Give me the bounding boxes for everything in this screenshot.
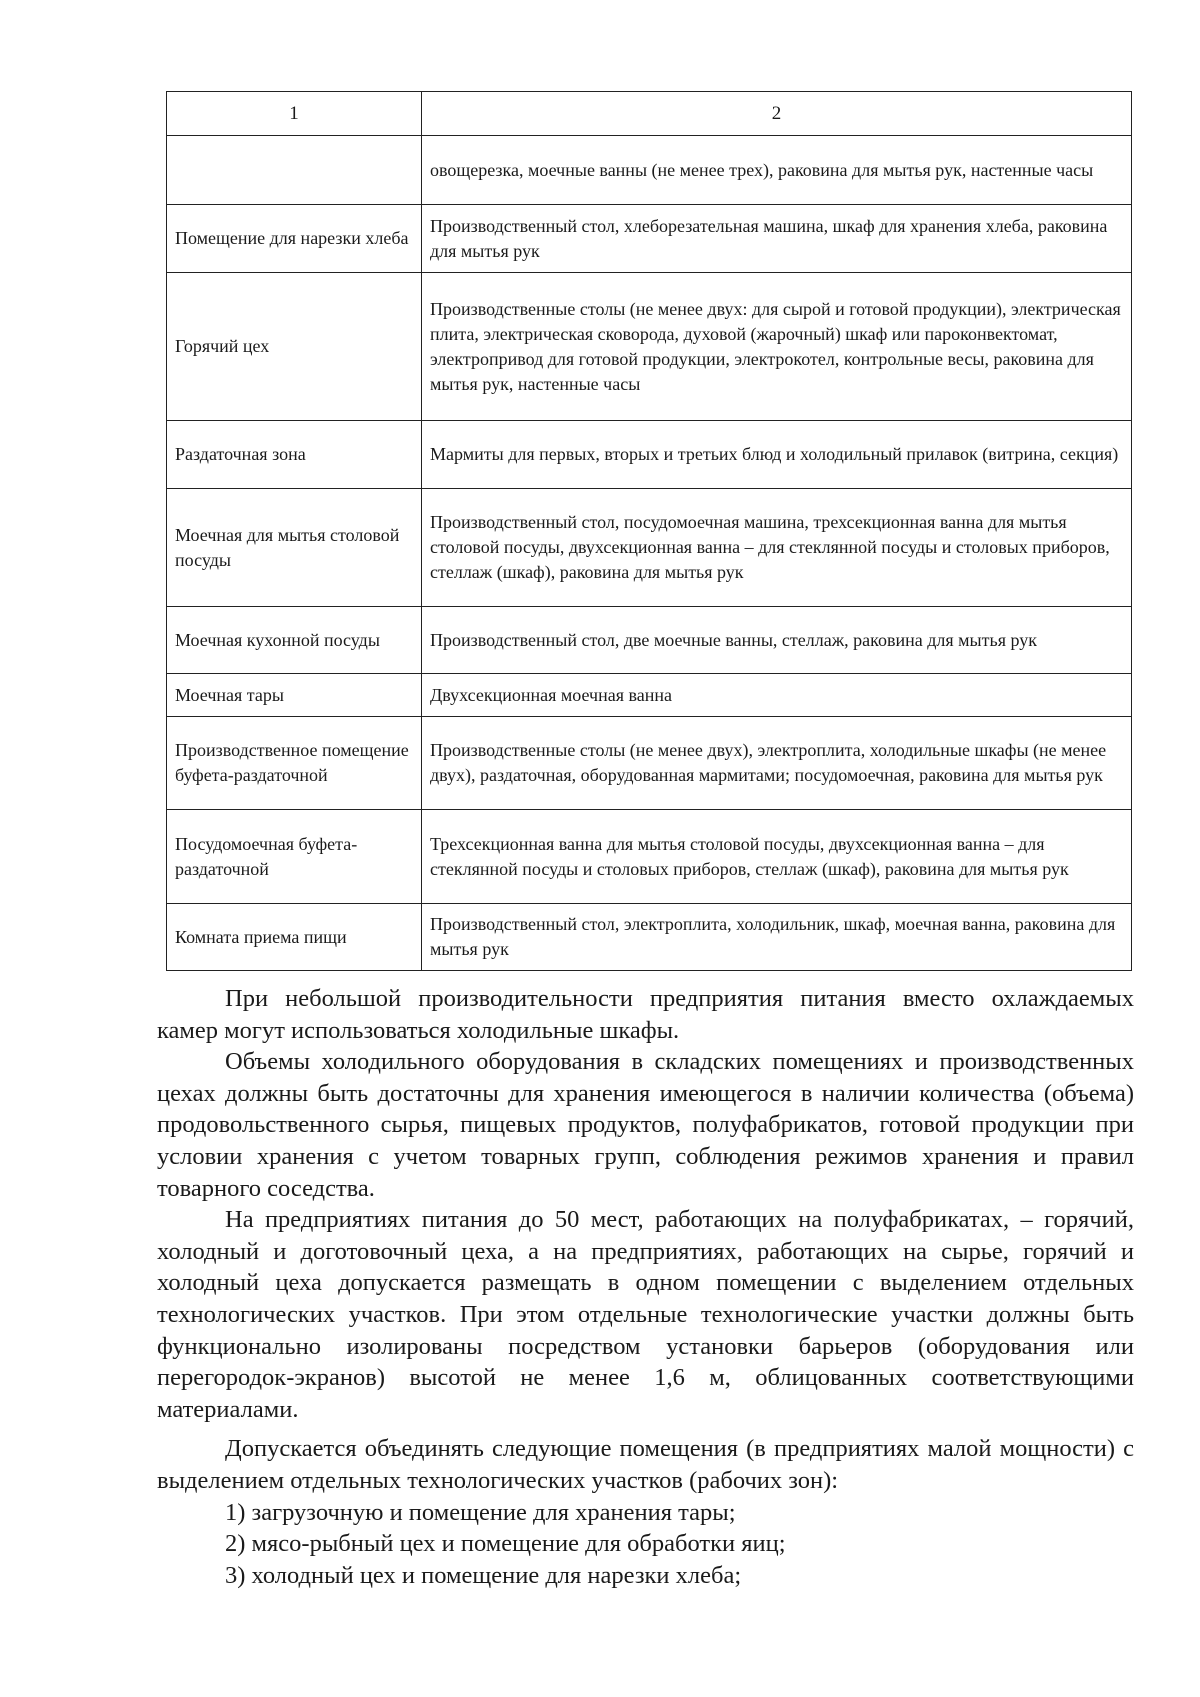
body-text [157,983,1134,1591]
equipment-cell: Производственные столы (не менее двух), электроплита, холодильные шкафы (не менее двух), раздаточная, оборудованная мармитами; посудомоечная, раковина для мытья рук [422,717,1132,810]
room-cell: Моечная для мытья столовой посуды [167,489,422,607]
paragraph: При небольшой производительности предприятия питания вместо охлаждаемых камер могут использоваться холодильные шкафы. [157,985,1134,1044]
table-row [167,674,1132,717]
paragraph: Объемы холодильного оборудования в складских помещениях и производственных цехах должны быть достаточны для хранения имеющегося в наличии количества (объема) продовольственного сырья, пищевых продуктов, полуфабрикатов, готовой продукции при условии хранения с учетом товарных групп, соблюдения режимов хранения и правил товарного соседства. [157,1048,1134,1202]
room-cell: Помещение для нарезки хлеба [167,205,422,273]
table-row [167,421,1132,489]
room-cell [167,136,422,205]
column-header: 1 [167,92,422,136]
equipment-cell: Производственные столы (не менее двух: для сырой и готовой продукции), электрическая плита, электрическая сковорода, духовой (жарочный) шкаф или пароконвектомат, электропривод для готовой продукции, электрокотел, контрольные весы, раковина для мытья рук, настенные часы [422,273,1132,421]
equipment-table [166,91,1132,971]
equipment-cell: Мармиты для первых, вторых и третьих блюд и холодильный прилавок (витрина, секция) [422,421,1132,489]
equipment-cell: Производственный стол, хлеборезательная машина, шкаф для хранения хлеба, раковина для мытья рук [422,205,1132,273]
room-cell: Горячий цех [167,273,422,421]
room-cell: Моечная тары [167,674,422,717]
table-row [167,205,1132,273]
room-cell: Производственное помещение буфета-раздаточной [167,717,422,810]
table-row [167,136,1132,205]
list-item: 3) холодный цех и помещение для нарезки хлеба; [225,1561,742,1589]
column-header: 2 [422,92,1132,136]
equipment-cell: Производственный стол, электроплита, холодильник, шкаф, моечная ванна, раковина для мытья рук [422,904,1132,971]
table-row [167,904,1132,971]
room-cell: Посудомоечная буфета-раздаточной [167,810,422,904]
room-cell: Раздаточная зона [167,421,422,489]
equipment-cell: Двухсекционная моечная ванна [422,674,1132,717]
equipment-cell: овощерезка, моечные ванны (не менее трех), раковина для мытья рук, настенные часы [422,136,1132,205]
paragraph: Допускается объединять следующие помещения (в предприятиях малой мощности) с выделением отдельных технологических участков (рабочих зон): [157,1435,1134,1494]
equipment-cell: Производственный стол, две моечные ванны, стеллаж, раковина для мытья рук [422,607,1132,674]
list-item: 1) загрузочную и помещение для хранения тары; [225,1498,736,1526]
table-row [167,717,1132,810]
table-header-row [167,92,1132,136]
table-row [167,607,1132,674]
equipment-cell: Производственный стол, посудомоечная машина, трехсекционная ванна для мытья столовой посуды, двухсекционная ванна – для стеклянной посуды и столовых приборов, стеллаж (шкаф), раковина для мытья рук [422,489,1132,607]
room-cell: Моечная кухонной посуды [167,607,422,674]
table-row [167,273,1132,421]
table-row [167,489,1132,607]
paragraph: На предприятиях питания до 50 мест, работающих на полуфабрикатах, – горячий, холодный и доготовочный цеха, а на предприятиях, работающих на сырье, горячий и холодный цеха допускается размещать в одном помещении с выделением отдельных технологических участков. При этом отдельные технологические участки должны быть функционально изолированы посредством установки барьеров (оборудования или перегородок-экранов) высотой не менее 1,6 м, облицованных соответствующими материалами. [157,1206,1134,1423]
list-item: 2) мясо-рыбный цех и помещение для обработки яиц; [225,1530,786,1558]
table-row [167,810,1132,904]
equipment-cell: Трехсекционная ванна для мытья столовой посуды, двухсекционная ванна – для стеклянной посуды и столовых приборов, стеллаж (шкаф), раковина для мытья рук [422,810,1132,904]
room-cell: Комната приема пищи [167,904,422,971]
